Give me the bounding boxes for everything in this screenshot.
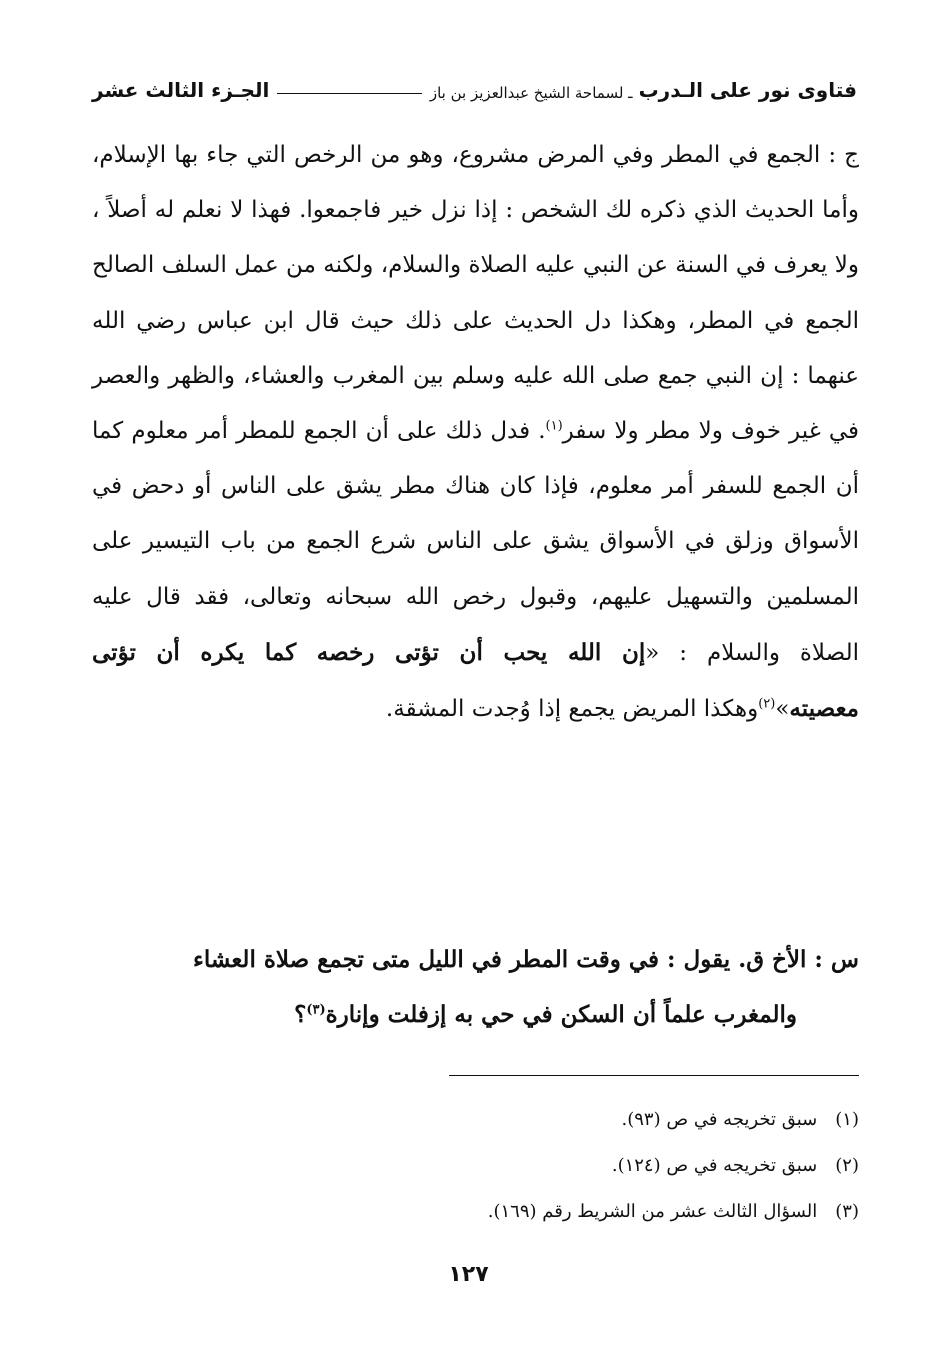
footnote-rule [449, 1075, 859, 1076]
answer-text-1: ج : الجمع في المطر وفي المرض مشروع، وهو من الرخص التي جاء بها الإسلام، وأما الحديث الذي ذكره لك الشخص : إذا نزل خير فاجمعوا. فهذا لا نعلم له أصلاً ، ولا يعرف في السنة عن النبي عليه الصلاة والسلام، ولكنه من عمل السلف الصالح الجمع في المطر، وهكذا دل الحديث على ذلك حيث قال ابن عباس رضي الله عنهما : إن النبي جمع صلى الله عليه وسلم بين المغرب والعشاء، والظهر والعصر في غير خوف ولا مطر ولا سفر [92, 142, 859, 445]
footnote-marker-1: (١) [545, 418, 563, 434]
running-header [92, 62, 857, 102]
footnote-marker-3: (٣) [306, 1002, 326, 1018]
footnote-item [92, 1097, 859, 1143]
answer-text-2: . فدل ذلك على أن الجمع للمطر أمر معلوم كما أن الجمع للسفر أمر معلوم، فإذا كان هناك مطر يشق على الناس أو دحض في الأسواق وزلق في الأسواق يشق على الناس شرع الجمع من باب التيسير على المسلمين والتسهيل عليهم، وقبول رخص الله سبحانه وتعالى، فقد قال عليه الصلاة والسلام : « [92, 418, 860, 666]
footnote-number: (٣) [835, 1201, 859, 1222]
header-book-title: فتاوى نور على الـدرب [638, 78, 857, 102]
answer-paragraph [92, 128, 859, 737]
footnote-item [92, 1143, 859, 1189]
footnote-marker-2: (٢) [758, 696, 776, 712]
question-line-1: س : الأخ ق. يقول : في وقت المطر في الليل متى تجمع صلاة العشاء [193, 946, 859, 973]
footnote-number: (٢) [835, 1155, 859, 1176]
footnote-number: (١) [835, 1109, 859, 1130]
answer-text-3: » [775, 696, 790, 723]
header-author: ـ لسماحة الشيخ عبدالعزيز بن باز [429, 84, 633, 102]
question-line-2: والمغرب علماً أن السكن في حي به إزفلت وإنارة [325, 1001, 797, 1028]
question-line-2-wrap [92, 987, 859, 1042]
question-end-mark: ؟ [294, 1001, 307, 1028]
footnote-item [92, 1189, 859, 1235]
answer-text-4: وهكذا المريض يجمع إذا وُجدت المشقة. [385, 696, 759, 723]
header-rule [277, 93, 421, 94]
hadith-quote: إن الله يحب أن تؤتى رخصه كما يكره أن تؤتى معصيته [92, 638, 859, 723]
question-paragraph [92, 932, 859, 1042]
page-number: ١٢٧ [448, 1262, 489, 1287]
header-part: الجـزء الثالث عشر [92, 78, 270, 102]
footnote-text: سبق تخريجه في ص (١٢٤). [611, 1155, 818, 1176]
footnote-text: سبق تخريجه في ص (٩٣). [621, 1109, 818, 1130]
footnote-text: السؤال الثالث عشر من الشريط رقم (١٦٩). [487, 1201, 818, 1222]
footnotes-list [92, 1097, 859, 1235]
